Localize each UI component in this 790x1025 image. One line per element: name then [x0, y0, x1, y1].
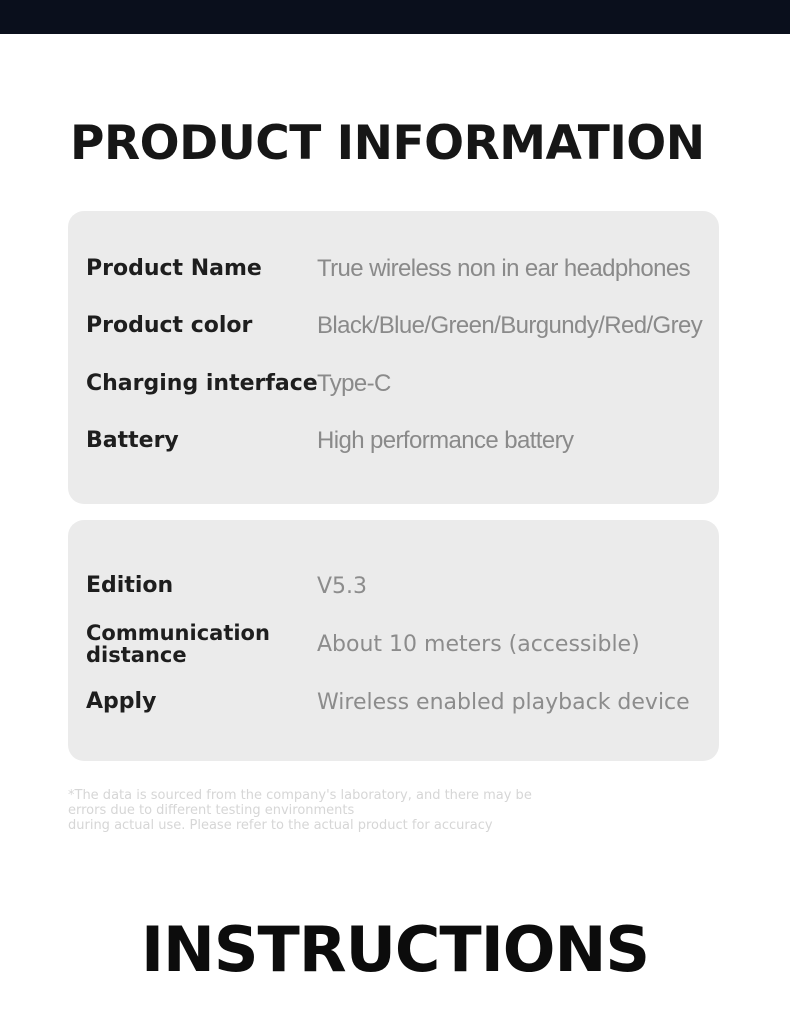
spec-label: Product color — [86, 313, 253, 338]
spec-value: Type-C — [317, 370, 391, 397]
spec-label: Apply — [86, 689, 157, 714]
spec-value: About 10 meters (accessible) — [317, 631, 640, 657]
spec-value: Wireless enabled playback device — [317, 689, 690, 715]
spec-row-charging-interface — [86, 362, 706, 406]
product-information-title: PRODUCT INFORMATION — [70, 116, 705, 171]
disclaimer-line: during actual use. Please refer to the actual product for accuracy — [68, 818, 493, 833]
spec-row-product-color — [86, 304, 706, 348]
connectivity-card — [68, 520, 719, 761]
specs-card — [68, 211, 719, 504]
spec-label: Communication distance — [86, 621, 270, 667]
spec-value: V5.3 — [317, 573, 368, 599]
instructions-title: INSTRUCTIONS — [140, 913, 650, 986]
disclaimer-line: *The data is sourced from the company's laboratory, and there may be — [68, 788, 532, 803]
spec-row-apply — [86, 680, 706, 724]
spec-row-communication-distance — [86, 622, 706, 666]
spec-row-edition — [86, 564, 706, 608]
spec-label: Battery — [86, 428, 179, 453]
disclaimer-line: errors due to different testing environments — [68, 803, 355, 818]
disclaimer-note — [68, 788, 588, 833]
spec-label: Product Name — [86, 256, 262, 281]
spec-value: True wireless non in ear headphones — [317, 255, 691, 282]
spec-value: Black/Blue/Green/Burgundy/Red/Grey — [317, 312, 703, 339]
top-bar — [0, 0, 790, 34]
spec-row-battery — [86, 419, 706, 463]
spec-label: Edition — [86, 573, 174, 598]
spec-label: Charging interface — [86, 371, 318, 396]
spec-value: High performance battery — [317, 427, 574, 454]
spec-row-product-name — [86, 247, 706, 291]
